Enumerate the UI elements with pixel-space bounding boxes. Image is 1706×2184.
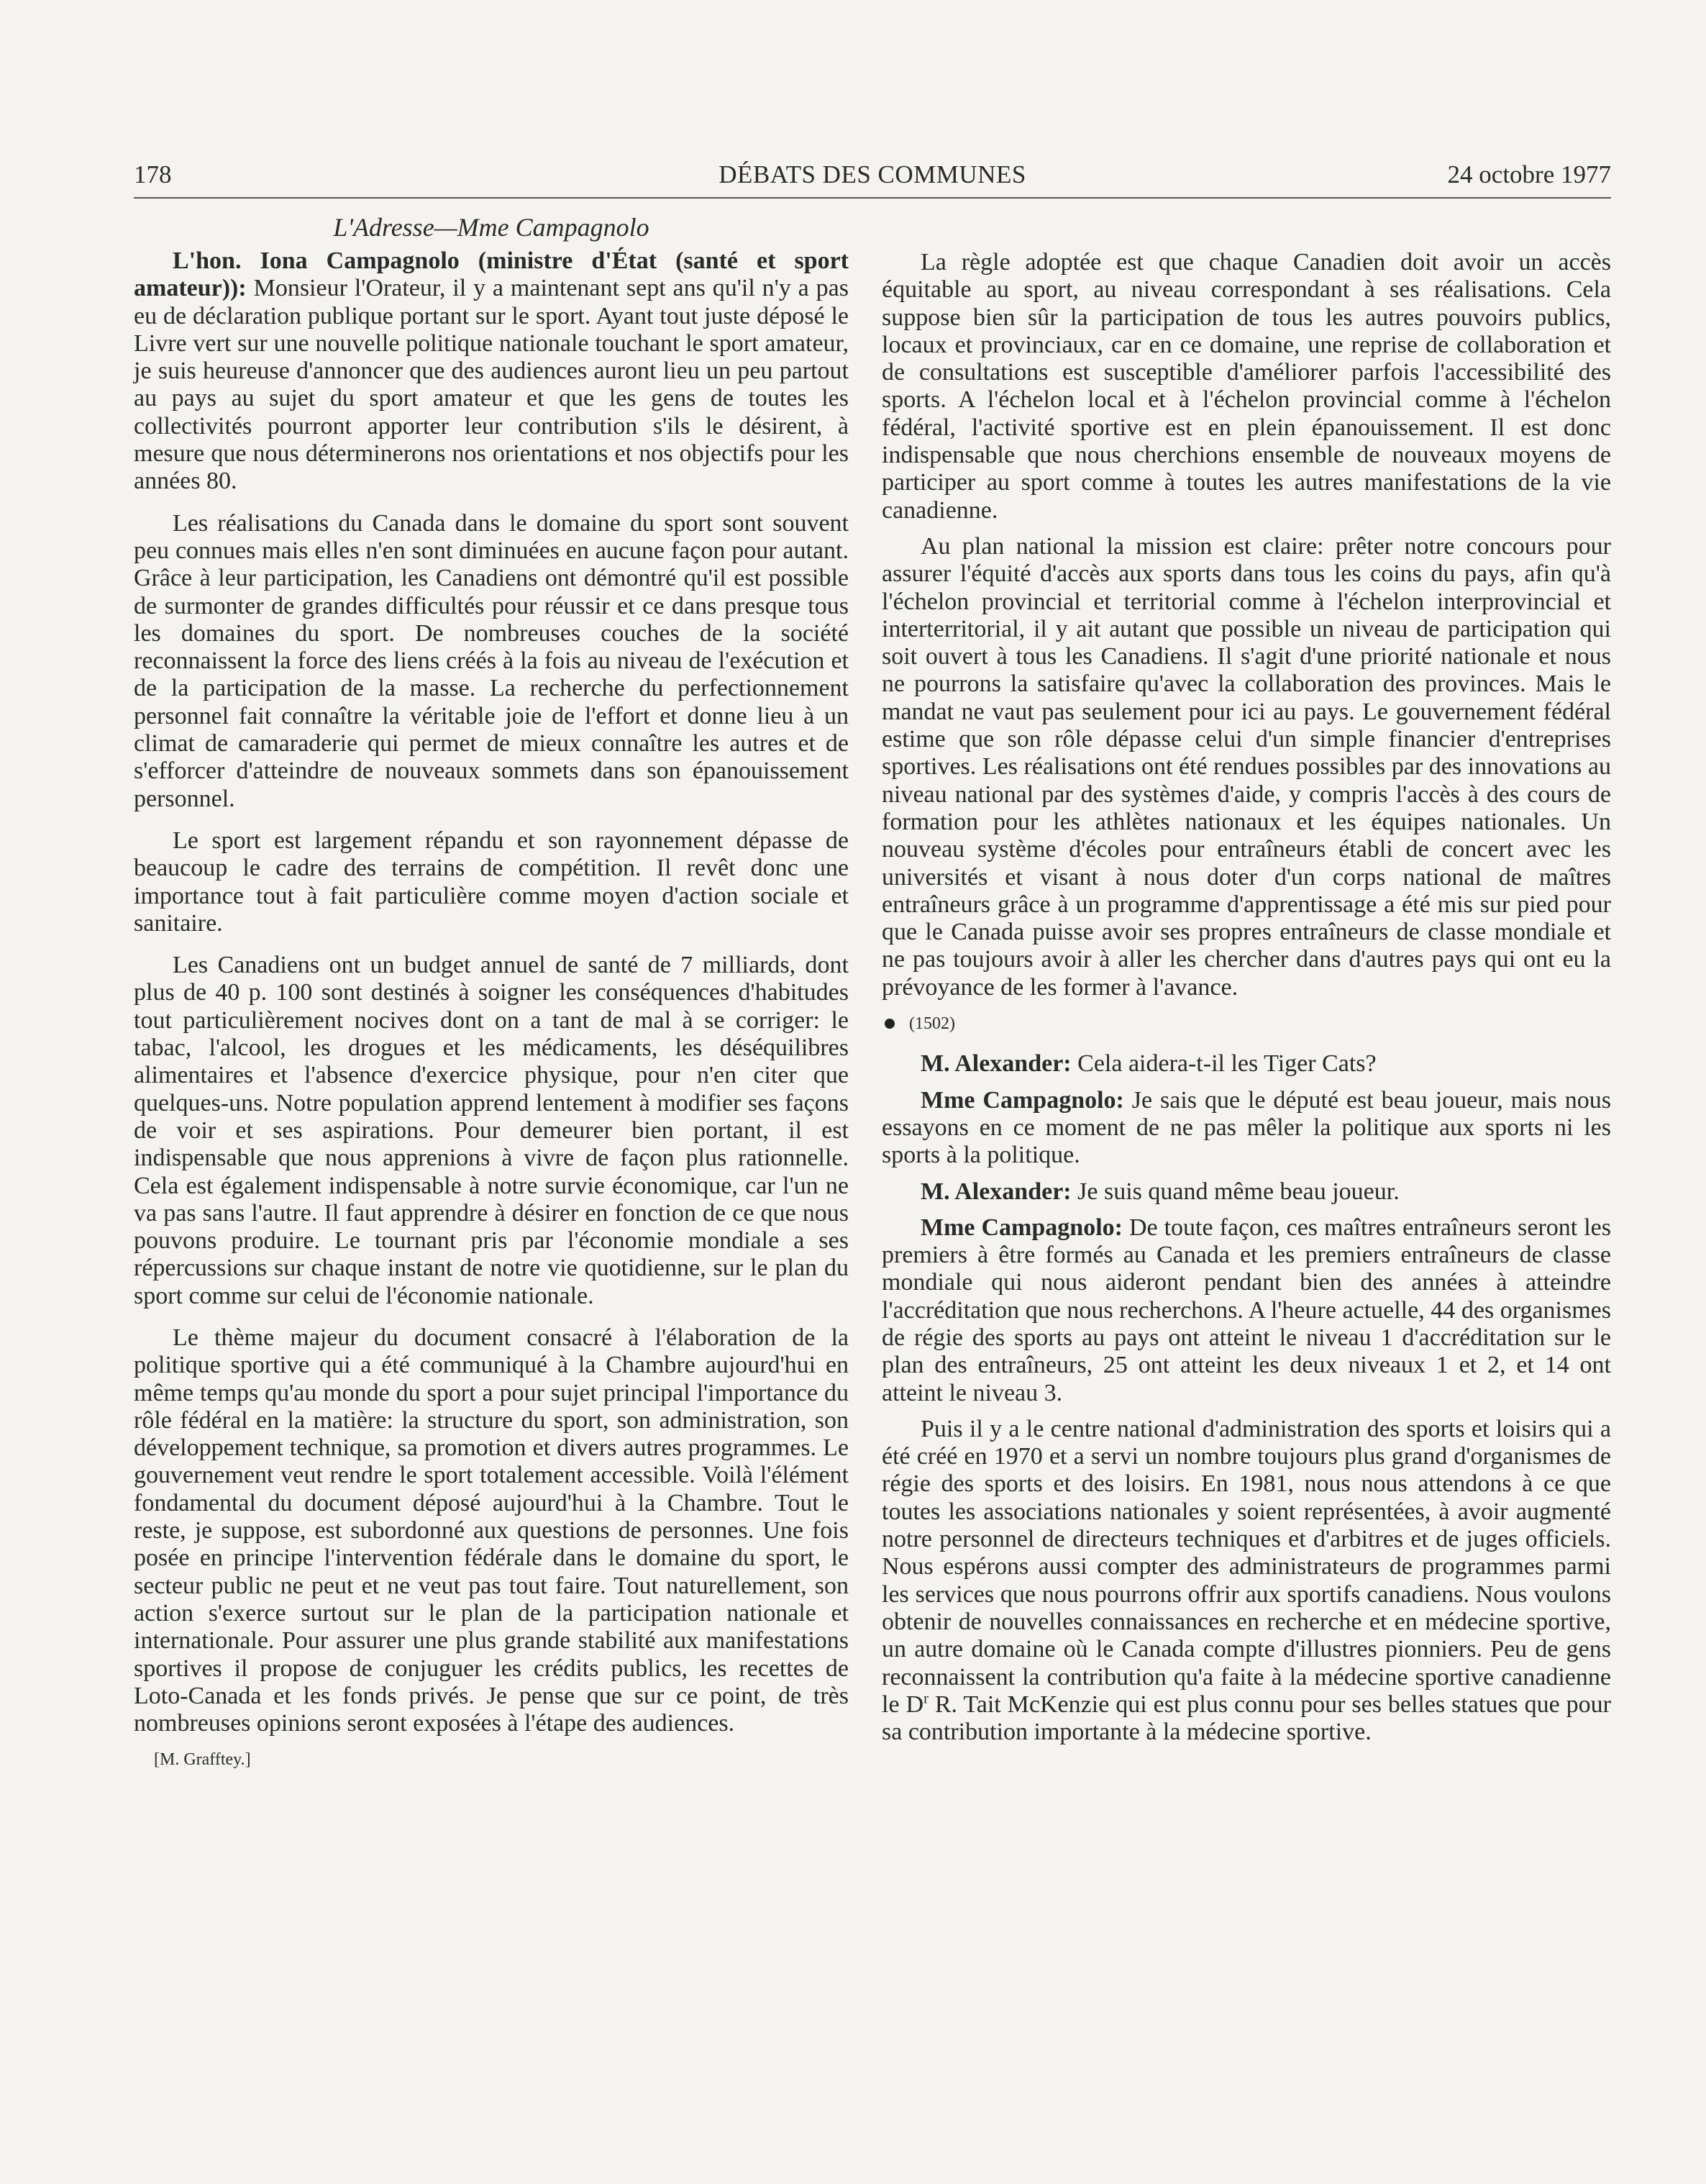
left-column [134, 209, 849, 1774]
page-number: 178 [134, 160, 172, 188]
speaker-name: Mme Campagnolo: [921, 1086, 1124, 1114]
paragraph: La règle adoptée est que chaque Canadien doit avoir un accès équitable au sport, au niveau correspondant à ses réalisations. Cela suppose bien sûr la participation de tous les autres pouvoirs publics, locaux et provinciaux, car en ce domaine, une reprise de collaboration et de consultations est susceptible d'améliorer parfois l'accessibilité des sports. A l'échelon local et à l'échelon provincial comme à l'échelon fédéral, l'activité sportive est en plein épanouissement. Il est donc indispensable que nous cherchions ensemble de nouveaux moyens de participer au sport comme à toutes les autres manifestations de la vie canadienne. [882, 249, 1611, 524]
bullet-icon [885, 1019, 895, 1029]
paragraph-text: Monsieur l'Orateur, il y a maintenant sept ans qu'il n'y a pas eu de déclaration publique portant sur le sport. Ayant tout juste déposé le Livre vert sur une nouvelle politique nationale touchant le sport amateur, je suis heureuse d'annoncer que des audiences auront lieu un peu partout au pays au sujet du sport amateur et que les gens de toutes les collectivités pourront apporter leur contribution s'ils le désirent, à mesure que nous déterminerons nos orientations et nos objectifs pour les années 80. [134, 275, 849, 495]
speaker-name: Mme Campagnolo: [921, 1214, 1123, 1241]
paragraph-text: Puis il y a le centre national d'administration des sports et loisirs qui a été créé en 1970 et a servi un nombre toujours plus grand d'organismes de régie des sports et des loisirs. En 1981, nous nous attendons à ce que toutes les associations nationales y soient représentées, à avoir augmenté notre personnel de directeurs techniques et d'arbitres et de juges officiels. Nous espérons aussi compter des administrateurs de programmes parmi les services que nous pourrons offrir aux sportifs canadiens. Nous voulons obtenir de nouvelles connaissances en recherche et en médecine sportive, un autre domaine où le Canada compte d'illustres pionniers. Peu de gens reconnaissent la contribution qu'a faite à la médecine sportive canadienne le D [882, 1415, 1611, 1718]
section-subheader: L'Adresse—Mme Campagnolo [333, 213, 649, 242]
paragraph-text: Cela aidera-t-il les Tiger Cats? [1071, 1050, 1377, 1078]
speaker-footnote: [M. Grafftey.] [154, 1750, 251, 1770]
paragraph: Le sport est largement répandu et son rayonnement dépasse de beaucoup le cadre des terrains de compétition. Il revêt donc une importance tout à fait particulière comme moyen d'action sociale et sanitaire. [134, 827, 849, 937]
paragraph: Les Canadiens ont un budget annuel de santé de 7 milliards, dont plus de 40 p. 100 sont destinés à soigner les conséquences d'habitudes tout particulièrement nocives dont on a tant de mal à se corriger: le tabac, l'alcool, les drogues et les médicaments, les déséquilibres alimentaires et l'absence d'exercice physique, pour n'en citer que quelques-uns. Notre population apprend lentement à modifier ses façons de voir et ses aspirations. Pour demeurer bien portant, il est indispensable que nous apprenions à vivre de façon plus rationnelle. Cela est également indispensable à notre survie économique, car l'un ne va pas sans l'autre. Il faut apprendre à désirer en fonction de ce que nous pouvons produire. Le tournant pris par l'économie mondiale a ses répercussions sur chaque instant de notre vie quotidienne, sur le plan du sport comme sur celui de l'économie nationale. [134, 952, 849, 1309]
paragraph: Le thème majeur du document consacré à l'élaboration de la politique sportive qui a été communiqué à la Chambre aujourd'hui en même temps qu'au monde du sport a pour sujet principal l'importance du rôle fédéral en la matière: la structure du sport, son administration, son développement technique, sa promotion et divers autres programmes. Le gouvernement veut rendre le sport totalement accessible. Voilà l'élément fondamental du document déposé aujourd'hui à la Chambre. Tout le reste, je suppose, est subordonné aux questions de personnes. Une fois posée en principe l'intervention fédérale dans le domaine du sport, le secteur public ne peut et ne veut pas tout faire. Tout naturellement, son action s'exerce surtout sur le plan de la participation nationale et internationale. Pour assurer une plus grande stabilité aux manifestations sportives il propose de conjuguer les crédits publics, les recettes de Loto-Canada et les fonds privés. Je pense que sur ce point, de très nombreuses opinions seront exposées à l'étape des audiences. [134, 1324, 849, 1737]
paragraph [882, 1214, 1611, 1407]
paragraph: Les réalisations du Canada dans le domaine du sport sont souvent peu connues mais elles n'en sont diminuées en aucune façon pour autant. Grâce à leur participation, les Canadiens ont démontré qu'il est possible de surmonter de grandes difficultés pour réussir et ce dans presque tous les domaines du sport. De nombreuses couches de la société reconnaissent la force des liens créés à la fois au niveau de l'exécution et de la participation de la masse. La recherche du perfectionnement personnel fait connaître la véritable joie de l'effort et donne lieu à un climat de camaraderie qui permet de mieux connaître les autres et de s'efforcer d'atteindre de nouveaux sommets dans son épanouissement personnel. [134, 509, 849, 812]
paragraph: Au plan national la mission est claire: prêter notre concours pour assurer l'équité d'accès aux sports dans tous les coins du pays, afin qu'à l'échelon provincial et territorial comme à l'échelon interprovincial et interterritorial, il y ait autant que possible un niveau de participation qui soit ouvert à tous les Canadiens. Il s'agit d'une priorité nationale et nous ne pourrons la satisfaire qu'avec la collaboration des provinces. Mais le mandat ne vaut pas seulement pour ici au pays. Le gouvernement fédéral estime que son rôle dépasse celui d'un simple financier d'entreprises sportives. Les réalisations ont été rendues possibles par des innovations au niveau national par des systèmes d'aide, y compris l'accès à des cours de formation pour les athlètes nationaux et les équipes nationales. Un nouveau système d'écoles pour entraîneurs établi de concert avec les universités et visant à nous doter d'un corps national de maîtres entraîneurs grâce à un programme d'apprentissage a été mis sur pied pour que le Canada puisse avoir ses propres entraîneurs de classe mondiale et ne pas toujours avoir à aller les chercher dans d'autres pays qui ont eu la prévoyance de les former à l'avance. [882, 532, 1611, 1001]
page-header [134, 157, 1611, 199]
publication-date: 24 octobre 1977 [1447, 160, 1611, 188]
speaker-name: M. Alexander: [921, 1050, 1072, 1078]
paragraph [882, 1178, 1611, 1206]
paragraph [882, 1087, 1611, 1170]
paragraph [882, 1416, 1611, 1747]
timestamp-marker [882, 1010, 1611, 1037]
paragraph-text: Je sais que le député est beau joueur, mais nous essayons en ce moment de ne pas mêler la politique aux sports ni les sports à la politique. [882, 1086, 1611, 1169]
paragraph-text: R. Tait McKenzie qui est plus connu pour ses belles statues que pour sa contribution importante à la médecine sportive. [882, 1691, 1612, 1746]
publication-title: DÉBATS DES COMMUNES [719, 160, 1026, 188]
right-column [882, 249, 1611, 1755]
paragraph-text: De toute façon, ces maîtres entraîneurs seront les premiers à être formés au Canada et les premiers entraîneurs de classe mondiale qui nous aideront pendant bien des années à atteindre l'accréditation que nous recherchons. A l'heure actuelle, 44 des organismes de régie des sports au pays ont atteint le niveau 1 d'accréditation sur le plan des entraîneurs, 25 ont atteint les deux niveaux 1 et 2, et 14 ont atteint le niveau 3. [882, 1214, 1611, 1406]
speaker-name: M. Alexander: [921, 1178, 1072, 1205]
timestamp-text: (1502) [909, 1014, 955, 1034]
paragraph [882, 1050, 1611, 1078]
paragraph [134, 247, 849, 496]
paragraph-text: Je suis quand même beau joueur. [1071, 1178, 1400, 1205]
speaker-name: L'hon. Iona Campagnolo (ministre d'État (santé et sport amateur)): [134, 247, 849, 302]
superscript: r [923, 1691, 929, 1707]
